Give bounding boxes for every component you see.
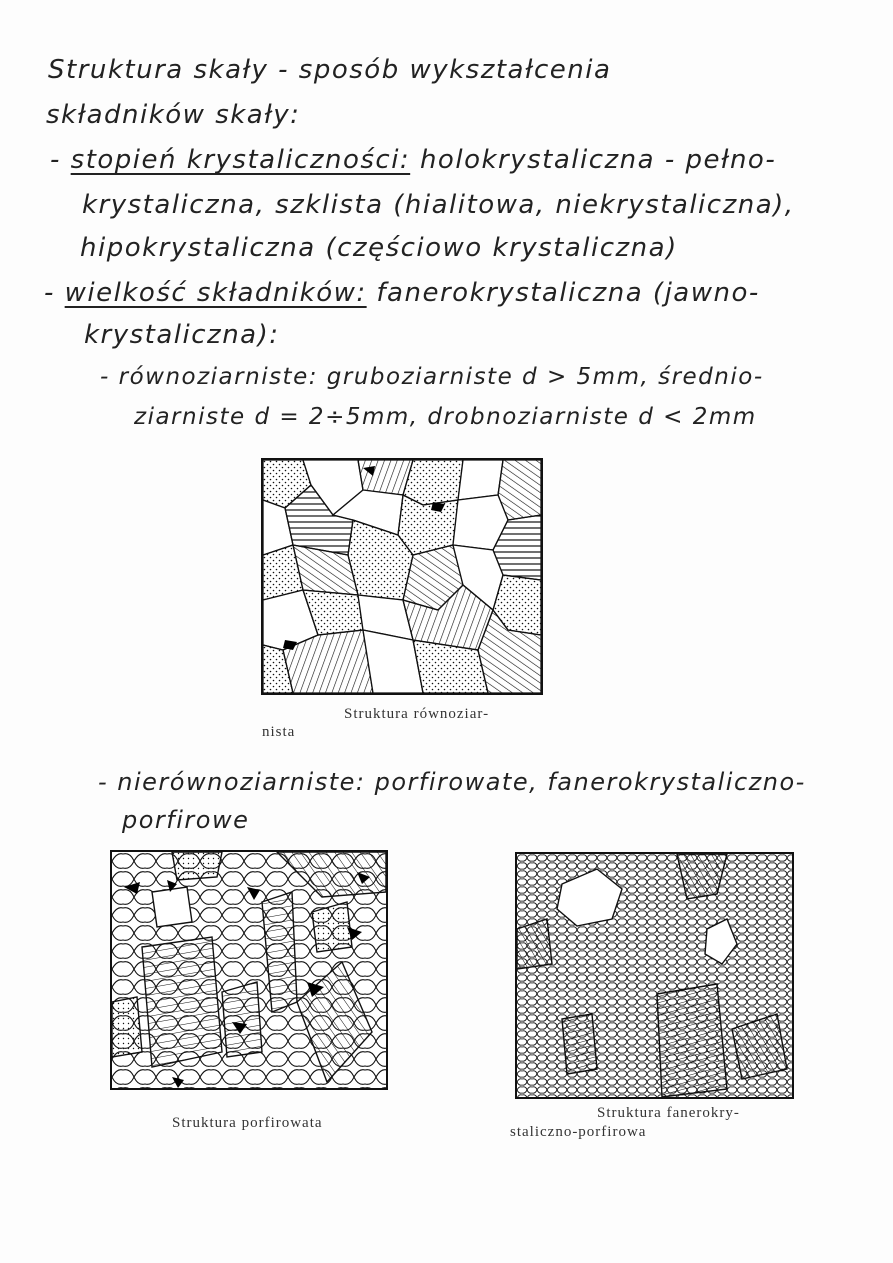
figure-3-caption-line-1: Struktura fanerokry- (597, 1105, 740, 1121)
note-line-1: Struktura skały - sposób wykształcenia (48, 55, 612, 85)
grain-structure-drawing (263, 460, 541, 693)
note-text: fanerokrystaliczna (jawno- (376, 278, 760, 308)
figure-2-caption: Struktura porfirowata (172, 1115, 323, 1131)
note-text: holokrystaliczna - pełno- (419, 145, 777, 175)
note-line-8: - równoziarniste: gruboziarniste d > 5mm, średnio- (100, 364, 764, 390)
note-line-4: krystaliczna, szklista (hialitowa, niekrystaliczna), (82, 190, 795, 220)
figure-3-caption-line-2: staliczno-porfirowa (510, 1124, 647, 1140)
note-line-5: hipokrystaliczna (częściowo krystaliczna) (80, 233, 678, 263)
porphyritic-drawing (112, 852, 386, 1088)
figure-1-caption-line-2: nista (262, 724, 296, 740)
note-line-6 (44, 278, 760, 308)
note-line-9: ziarniste d = 2÷5mm, drobnoziarniste d < 2mm (134, 404, 757, 430)
figure-fanerokrystaliczno-porfirowa (515, 852, 794, 1099)
figure-rownoziarnista (261, 458, 543, 695)
term-stopien-krystalicznosci: stopień krystaliczności: (70, 145, 411, 175)
term-wielkosc-skladnikow: wielkość składników: (64, 278, 367, 308)
note-line-2: składników skały: (46, 100, 301, 130)
note-line-10: - nierównoziarniste: porfirowate, fanerokrystaliczno- (98, 768, 806, 796)
figure-1-caption-line-1: Struktura równoziar- (344, 706, 490, 722)
note-line-3 (50, 145, 776, 175)
note-line-7: krystaliczna): (84, 320, 280, 350)
bullet-dash: - (44, 278, 55, 308)
phanero-porphyritic-drawing (517, 854, 792, 1097)
note-line-11: porfirowe (122, 806, 250, 834)
bullet-dash: - (50, 145, 61, 175)
figure-porfirowata (110, 850, 388, 1090)
